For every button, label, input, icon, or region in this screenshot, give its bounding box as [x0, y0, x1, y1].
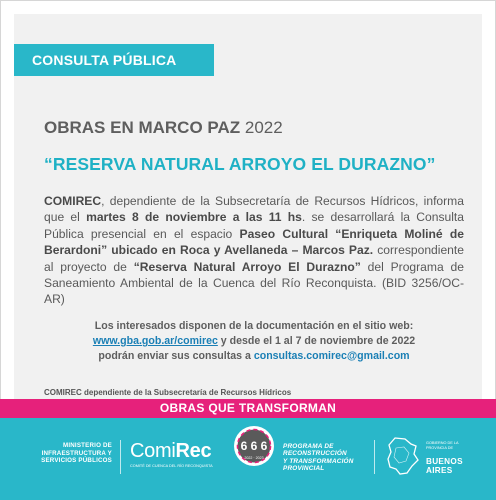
ministry-line: INFRAESTRUCTURA Y: [41, 449, 112, 457]
comirec-subtitle: COMITÉ DE CUENCA DEL RÍO RECONQUISTA: [130, 464, 213, 468]
email-link[interactable]: consultas.comirec@gmail.com: [253, 350, 410, 362]
info-consult-text: podrán enviar sus consultas a: [98, 350, 254, 362]
province-map-icon: [385, 436, 419, 476]
slogan-banner: OBRAS QUE TRANSFORMAN: [0, 399, 496, 418]
svg-text:6: 6: [240, 439, 248, 453]
logo-bar: [0, 418, 496, 500]
program-line: RECONSTRUCCIÓN: [283, 450, 347, 458]
comirec-logo-part: Comi: [130, 440, 176, 462]
comirec-logo: [130, 440, 213, 469]
body-text: . se desarrollará la Consulta Pública presencial en el espacio: [44, 210, 464, 241]
body-text: del Programa de Saneamiento Ambiental de la Cuenca del Río Reconquista. (BID 3256/OC-AR): [44, 259, 464, 307]
province-label: [426, 458, 463, 475]
ministry-logo: [20, 442, 112, 465]
footnote: COMIREC dependiente de la Subsecretaría de Recursos Hídricos: [44, 388, 292, 397]
org-name: COMIREC: [44, 194, 102, 208]
comirec-logo-part: Rec: [175, 440, 212, 462]
logo-divider: [374, 440, 375, 474]
ministry-line: SERVICIOS PÚBLICOS: [41, 457, 112, 465]
headline-year: 2022: [240, 118, 283, 137]
svg-text:6: 6: [260, 439, 268, 453]
program-badge-icon: [232, 424, 276, 468]
program-line: PROVINCIAL: [283, 465, 325, 473]
info-block: [54, 319, 454, 364]
website-link[interactable]: www.gba.gob.ar/comirec: [92, 335, 218, 347]
program-line: PROGRAMA DE: [283, 443, 334, 450]
program-line: Y TRANSFORMACIÓN: [283, 457, 354, 465]
info-dates: y desde el 1 al 7 de noviembre de 2022: [217, 335, 416, 347]
project-name: “Reserva Natural Arroyo El Durazno”: [133, 259, 361, 274]
body-text: correspondiente al proyecto de: [44, 243, 464, 274]
announcement-body: [44, 193, 464, 308]
info-line-3: [54, 349, 454, 364]
program-text: [283, 443, 354, 473]
province-label-small: [426, 441, 459, 450]
ministry-line: MINISTERIO DE: [62, 442, 112, 449]
date-time: martes 8 de noviembre a las 11 hs: [86, 210, 302, 225]
logo-divider: [120, 440, 121, 474]
svg-text:6: 6: [250, 439, 258, 453]
info-line-1: Los interesados disponen de la documentación en el sitio web:: [94, 320, 414, 332]
announcement-card: [14, 14, 482, 399]
project-title: “RESERVA NATURAL ARROYO EL DURAZNO”: [44, 154, 436, 174]
province-line: PROVINCIA DE: [426, 445, 454, 450]
headline: [44, 118, 283, 138]
province-line: GOBIERNO DE LA: [426, 441, 459, 445]
province-line: AIRES: [426, 465, 453, 475]
province-line: BUENOS: [426, 457, 463, 466]
body-text: , dependiente de la Subsecretaría de Recursos Hídricos, informa que el: [44, 194, 464, 225]
info-line-2: [54, 334, 454, 349]
headline-title: OBRAS EN MARCO PAZ: [44, 118, 241, 137]
badge-years: 2022 · 2023: [244, 456, 264, 460]
venue: Paseo Cultural “Enriqueta Moliné de Berardoni” ubicado en Roca y Avellaneda – Marcos Paz.: [44, 226, 464, 258]
consulta-tag: CONSULTA PÚBLICA: [14, 44, 214, 76]
